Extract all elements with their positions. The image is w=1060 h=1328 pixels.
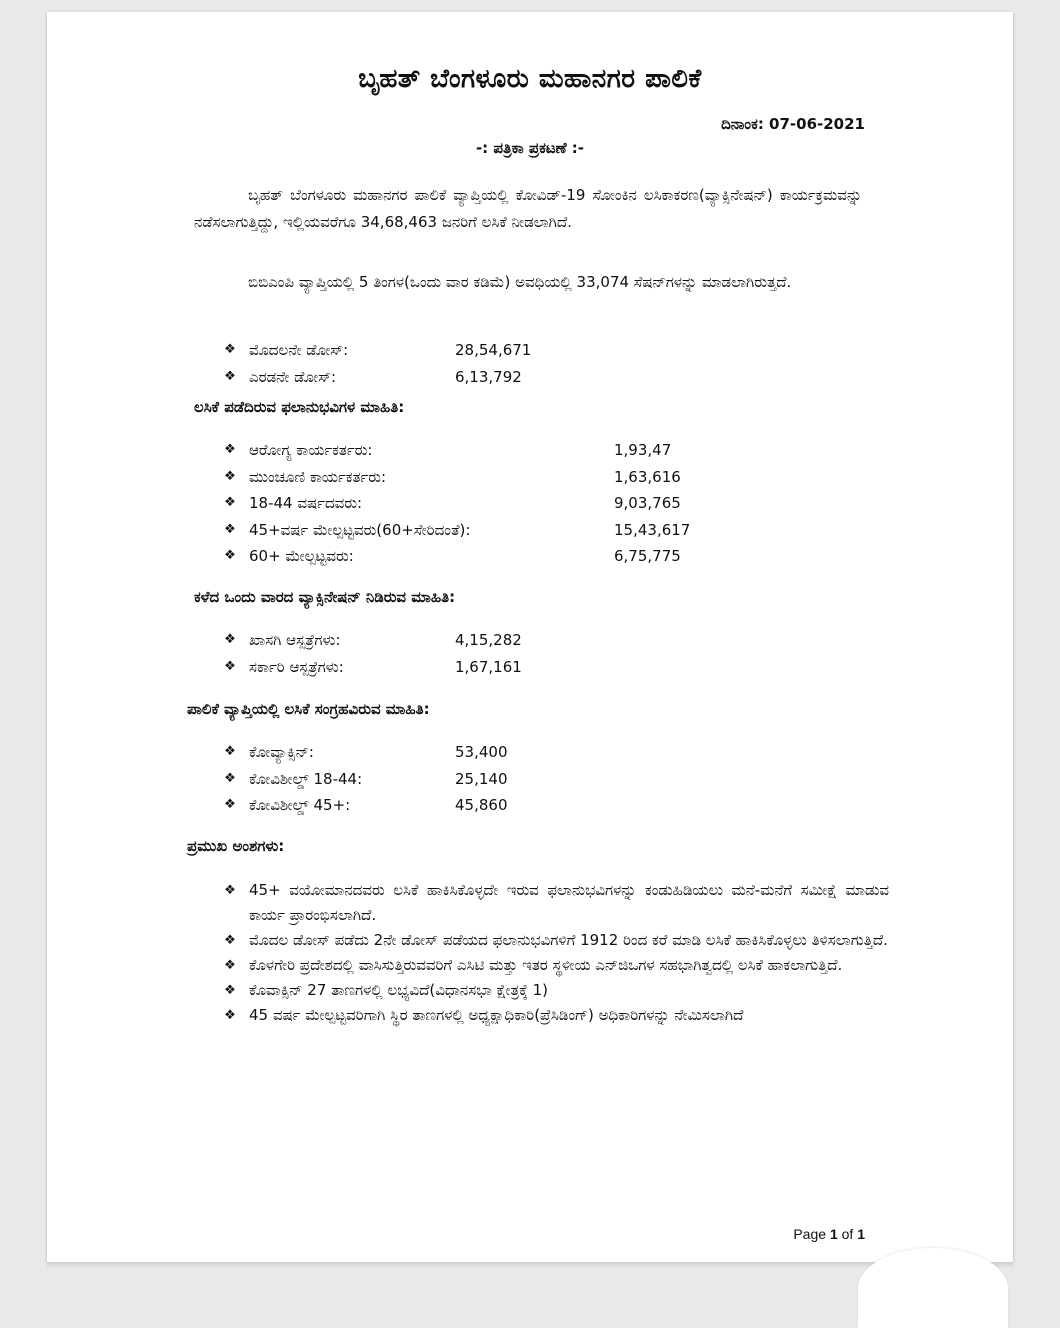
list-item [221, 517, 691, 544]
diamond-bullet-icon: ❖ [224, 468, 236, 484]
item-value: 53,400 [455, 743, 508, 761]
diamond-bullet-icon: ❖ [224, 368, 236, 384]
page-of-label: of [837, 1226, 858, 1242]
beneficiaries-heading: ಲಸಿಕೆ ಪಡೆದಿರುವ ಫಲಾನುಭವಿಗಳ ಮಾಹಿತಿ: [194, 398, 405, 416]
diamond-bullet-icon: ❖ [224, 770, 236, 786]
list-item [221, 878, 889, 928]
diamond-bullet-icon: ❖ [224, 548, 236, 563]
date: ದಿನಾಂಕ: 07-06-2021 [721, 115, 865, 133]
list-item [221, 739, 508, 766]
item-label: ಕೋವ್ಯಾಕ್ಸಿನ್: [249, 743, 314, 761]
corner-overlay [858, 1248, 1008, 1328]
item-label: ಸರ್ಕಾರಿ ಆಸ್ಪತ್ರೆಗಳು: [249, 657, 344, 676]
item-text: 45 ವರ್ಷ ಮೇಲ್ಪಟ್ಟವರಿಗಾಗಿ ಸ್ಥಿರ ತಾಣಗಳಲ್ಲಿ ಅಧ್ಯಕ್ಷಾಧಿಕಾರಿ(ಪ್ರೆಸಿಡಿಂಗ್) ಅಧಿಕಾರಿಗಳನ್ನು ನೇಮಿಸಲಾಗಿದೆ [249, 1006, 744, 1024]
item-label: ಕೋವಿಶೀಲ್ಡ್ 18-44: [249, 769, 363, 788]
week-list [221, 627, 522, 680]
item-label: 18-44 ವರ್ಷದವರು: [249, 494, 363, 512]
list-item [221, 337, 532, 364]
diamond-bullet-icon: ❖ [224, 658, 236, 674]
diamond-bullet-icon: ❖ [224, 797, 236, 812]
list-item [221, 543, 681, 570]
item-text: ಕೊಳಗೇರಿ ಪ್ರದೇಶದಲ್ಲಿ ವಾಸಿಸುತ್ತಿರುವವರಿಗೆ ಎಸಿಟಿ ಮತ್ತು ಇತರ ಸ್ಥಳೀಯ ಎನ್‌ಜಿಒಗಳ ಸಹಭಾಗಿತ್ವದಲ್ಲಿ ಲಸಿಕೆ ಹಾಕಲಾಗುತ್ತಿದೆ. [249, 956, 843, 974]
item-value: 6,75,775 [614, 547, 681, 565]
diamond-bullet-icon: ❖ [224, 744, 236, 759]
item-value: 6,13,792 [455, 367, 522, 386]
item-value: 45,860 [455, 796, 508, 814]
item-value: 28,54,671 [455, 341, 532, 359]
item-label: ಖಾಸಗಿ ಆಸ್ಪತ್ರೆಗಳು: [249, 631, 341, 649]
document-page [47, 12, 1013, 1262]
doses-list [221, 337, 532, 390]
diamond-bullet-icon: ❖ [224, 1008, 236, 1023]
item-value: 15,43,617 [614, 520, 691, 539]
highlights-heading: ಪ್ರಮುಖ ಅಂಶಗಳು: [187, 837, 285, 855]
list-item [221, 364, 522, 391]
item-value: 1,63,616 [614, 467, 681, 486]
item-label: ಕೋವಿಶೀಲ್ಡ್ 45+: [249, 796, 351, 814]
diamond-bullet-icon: ❖ [224, 983, 236, 998]
item-label: ಮೊದಲನೇ ಡೋಸ್: [249, 341, 349, 359]
diamond-bullet-icon: ❖ [224, 933, 236, 948]
list-item [221, 490, 681, 517]
diamond-bullet-icon: ❖ [224, 521, 236, 537]
page-label: Page [793, 1226, 830, 1242]
press-release-heading: -: ಪತ್ರಿಕಾ ಪ್ರಕಟಣೆ :- [475, 139, 585, 157]
diamond-bullet-icon: ❖ [224, 442, 236, 457]
item-value: 4,15,282 [455, 631, 522, 649]
list-item [221, 792, 508, 819]
list-item [221, 627, 522, 654]
item-text: 45+ ವಯೋಮಾನದವರು ಲಸಿಕೆ ಹಾಕಿಸಿಕೊಳ್ಳದೇ ಇರುವ ಫಲಾನುಭವಿಗಳನ್ನು ಕಂಡುಹಿಡಿಯಲು ಮನೆ-ಮನೆಗೆ ಸಮೀಕ್ಷೆ ಮಾಡುವ ಕಾರ್ಯ ಪ್ರಾರಂಭಿಸಲಾಗಿದೆ. [249, 881, 889, 924]
item-text: ಕೊವಾಕ್ಸಿನ್ 27 ತಾಣಗಳಲ್ಲಿ ಲಭ್ಯವಿದೆ(ವಿಧಾನಸಭಾ ಕ್ಷೇತ್ರಕ್ಕೆ 1) [249, 981, 549, 999]
item-value: 25,140 [455, 769, 508, 788]
list-item [221, 953, 889, 978]
diamond-bullet-icon: ❖ [224, 883, 236, 898]
highlights-list [221, 878, 889, 1028]
item-label: ಎರಡನೇ ಡೋಸ್: [249, 367, 337, 386]
list-item [221, 766, 508, 793]
diamond-bullet-icon: ❖ [224, 958, 236, 973]
item-value: 9,03,765 [614, 494, 681, 512]
list-item [221, 464, 681, 491]
page-number [793, 1226, 865, 1242]
diamond-bullet-icon: ❖ [224, 342, 236, 357]
current-page: 1 [829, 1226, 838, 1242]
total-pages: 1 [857, 1226, 865, 1242]
item-label: ಆರೋಗ್ಯ ಕಾರ್ಯಕರ್ತರು: [249, 441, 373, 459]
list-item [221, 1003, 889, 1028]
list-item [221, 437, 672, 464]
item-value: 1,93,47 [614, 441, 672, 459]
item-label: ಮುಂಚೂಣಿ ಕಾರ್ಯಕರ್ತರು: [249, 467, 386, 486]
item-text: ಮೊದಲ ಡೋಸ್ ಪಡೆದು 2ನೇ ಡೋಸ್ ಪಡೆಯದ ಫಲಾನುಭವಿಗಳಿಗೆ 1912 ರಿಂದ ಕರೆ ಮಾಡಿ ಲಸಿಕೆ ಹಾಕಿಸಿಕೊಳ್ಳಲು ತಿಳಿಸಲಾಗುತ್ತಿದೆ. [249, 931, 888, 949]
list-item [221, 654, 522, 681]
beneficiaries-list [221, 437, 691, 570]
stock-heading: ಪಾಲಿಕೆ ವ್ಯಾಪ್ತಿಯಲ್ಲಿ ಲಸಿಕೆ ಸಂಗ್ರಹವಿರುವ ಮಾಹಿತಿ: [187, 700, 430, 718]
document-title: ಬೃಹತ್ ಬೆಂಗಳೂರು ಮಹಾನಗರ ಪಾಲಿಕೆ [358, 64, 702, 94]
list-item [221, 978, 889, 1003]
week-heading: ಕಳೆದ ಒಂದು ವಾರದ ವ್ಯಾಕ್ಸಿನೇಷನ್ ನಿಡಿರುವ ಮಾಹಿತಿ: [194, 588, 456, 606]
item-value: 1,67,161 [455, 657, 522, 676]
diamond-bullet-icon: ❖ [224, 495, 236, 510]
stock-list [221, 739, 508, 819]
paragraph-intro: ಬೃಹತ್ ಬೆಂಗಳೂರು ಮಹಾನಗರ ಪಾಲಿಕೆ ವ್ಯಾಪ್ತಿಯಲ್ಲಿ ಕೋವಿಡ್-19 ಸೋಂಕಿನ ಲಸಿಕಾಕರಣ(ವ್ಯಾಕ್ಸಿನೇಷನ್) ಕಾರ್ಯಕ್ರಮವನ್ನು ನಡೆಸಲಾಗುತ್ತಿದ್ದು, ಇಲ್ಲಿಯವರೆಗೂ 34,68,463 ಜನರಿಗೆ ಲಸಿಕೆ ನೀಡಲಾಗಿದೆ. [194, 186, 862, 231]
item-label: 45+ವರ್ಷ ಮೇಲ್ಪಟ್ಟವರು(60+ಸೇರಿದಂತೆ): [249, 520, 471, 539]
paragraph-sessions: ಬಿಬಿಎಂಪಿ ವ್ಯಾಪ್ತಿಯಲ್ಲಿ 5 ತಿಂಗಳ(ಒಂದು ವಾರ ಕಡಿಮೆ) ಅವಧಿಯಲ್ಲಿ 33,074 ಸೆಷನ್‌ಗಳನ್ನು ಮಾಡಲಾಗಿರುತ್ತದೆ. [248, 273, 792, 291]
list-item [221, 928, 889, 953]
item-label: 60+ ಮೇಲ್ಪಟ್ಟವರು: [249, 547, 354, 565]
diamond-bullet-icon: ❖ [224, 632, 236, 647]
